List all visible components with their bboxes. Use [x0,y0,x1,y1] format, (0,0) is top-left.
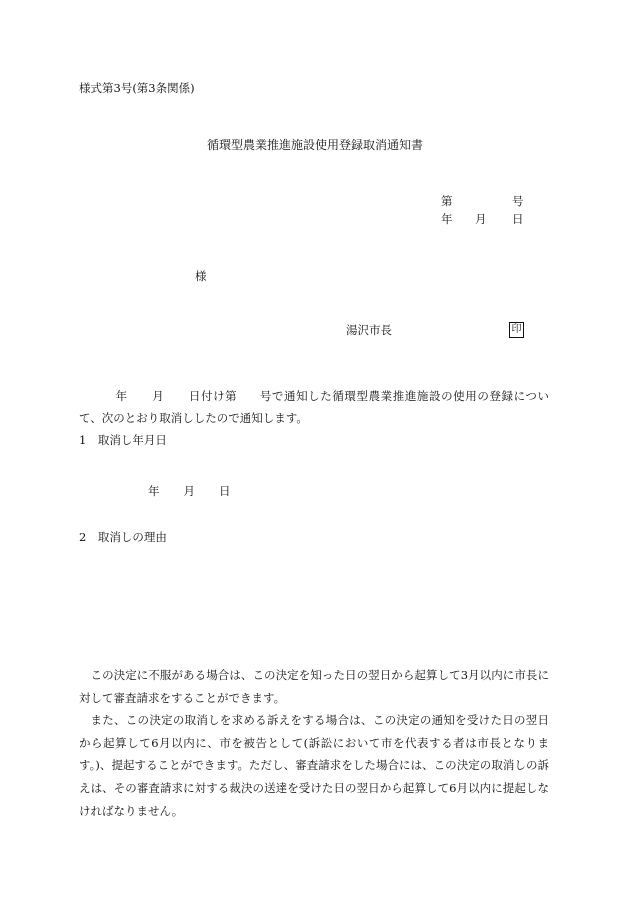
issue-date-day: 日 [512,212,524,226]
issue-date-year: 年 [441,212,453,226]
issuer-name: 湯沢市長 [346,323,392,337]
section-1-month: 月 [183,484,195,498]
body-date-ref: 日付け第 [188,389,238,403]
body-paragraph [79,385,549,429]
section-1-heading: 1 取消し年月日 [79,433,167,447]
body-year: 年 [115,389,128,403]
appeal-notice [79,664,549,822]
form-number: 様式第3号(第3条関係) [79,81,195,95]
appeal-notice-para-2: また、この決定の取消しを求める訴えをする場合は、この決定の通知を受けた日の翌日から起算して6月以内に、市を被告として(訴訟において市を代表する者は市長となります。)、提起することができます。ただし、審査請求をした場合には、この決定の取消しの訴えは、その審査請求に対する裁決の送達を受けた日の翌日から起算して6月以内に提起しなければなりません。 [79,713,549,818]
body-text: 号で通知した循環型農業推進施設の使用の登録について、次のとおり取消ししたので通知します。 [79,389,550,425]
document-title: 循環型農業推進施設使用登録取消通知書 [207,138,424,152]
doc-number-go: 号 [512,194,524,208]
body-month: 月 [151,389,165,403]
section-1-date [148,483,231,499]
addressee-suffix: 様 [195,269,207,283]
issue-date-month: 月 [475,212,487,226]
appeal-notice-para-1: この決定に不服がある場合は、この決定を知った日の翌日から起算して3月以内に市長に対して審査請求をすることができます。 [79,668,549,705]
section-2-heading: 2 取消しの理由 [79,530,167,544]
seal-mark: 印 [509,322,524,338]
section-1-year: 年 [148,484,160,498]
section-1-day: 日 [219,484,231,498]
doc-number-dai: 第 [441,194,453,208]
